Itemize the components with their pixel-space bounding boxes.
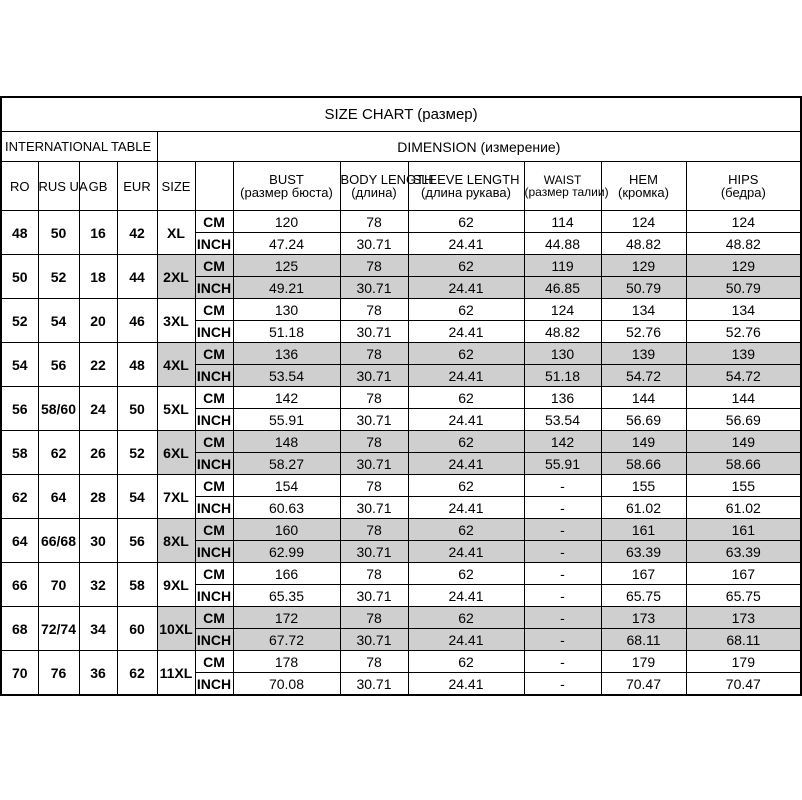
rus-ua-cell: 54 [38,299,79,343]
sleeve-length-inch-value: 24.41 [408,629,524,651]
eur-cell: 44 [117,255,157,299]
inch-unit-label: INCH [195,585,233,607]
body-length-cm-value: 78 [340,343,408,365]
hem-inch-value: 48.82 [601,233,686,255]
header-hips-title: HIPS [728,172,759,187]
hem-inch-value: 50.79 [601,277,686,299]
gb-cell: 34 [79,607,117,651]
body-length-cm-value: 78 [340,431,408,453]
hips-inch-value: 50.79 [686,277,801,299]
ro-cell: 56 [1,387,38,431]
size-label-cell: 10XL [157,607,195,651]
rus-ua-cell: 76 [38,651,79,696]
ro-cell: 48 [1,211,38,255]
inch-unit-label: INCH [195,673,233,696]
cm-unit-label: CM [195,387,233,409]
bust-cm-value: 136 [233,343,340,365]
body-length-inch-value: 30.71 [340,629,408,651]
bust-inch-value: 47.24 [233,233,340,255]
cm-unit-label: CM [195,519,233,541]
sleeve-length-inch-value: 24.41 [408,365,524,387]
sleeve-length-inch-value: 24.41 [408,453,524,475]
hips-cm-value: 161 [686,519,801,541]
header-ro: RO [1,162,38,211]
hem-inch-value: 63.39 [601,541,686,563]
body-length-cm-value: 78 [340,387,408,409]
body-length-inch-value: 30.71 [340,277,408,299]
waist-inch-value: - [524,541,601,563]
hem-inch-value: 70.47 [601,673,686,696]
body-length-inch-value: 30.71 [340,453,408,475]
sleeve-length-cm-value: 62 [408,255,524,277]
body-length-cm-value: 78 [340,299,408,321]
waist-cm-value: - [524,651,601,673]
eur-cell: 50 [117,387,157,431]
size-label-cell: 4XL [157,343,195,387]
header-hem [601,162,686,211]
hips-inch-value: 54.72 [686,365,801,387]
size-label-cell: 11XL [157,651,195,696]
rus-ua-cell: 52 [38,255,79,299]
hem-cm-value: 139 [601,343,686,365]
cm-unit-label: CM [195,651,233,673]
header-waist [524,162,609,211]
international-table-label: INTERNATIONAL TABLE [1,132,157,162]
hem-inch-value: 56.69 [601,409,686,431]
hips-inch-value: 65.75 [686,585,801,607]
bust-cm-value: 120 [233,211,340,233]
hem-cm-value: 173 [601,607,686,629]
gb-cell: 28 [79,475,117,519]
body-length-inch-value: 30.71 [340,673,408,696]
eur-cell: 62 [117,651,157,696]
eur-cell: 56 [117,519,157,563]
waist-inch-value: 51.18 [524,365,601,387]
bust-cm-value: 154 [233,475,340,497]
hem-cm-value: 149 [601,431,686,453]
sleeve-length-cm-value: 62 [408,519,524,541]
waist-inch-value: 55.91 [524,453,601,475]
body-length-inch-value: 30.71 [340,321,408,343]
hips-inch-value: 56.69 [686,409,801,431]
hem-cm-value: 124 [601,211,686,233]
body-length-inch-value: 30.71 [340,541,408,563]
hem-inch-value: 58.66 [601,453,686,475]
header-body-length-title: BODY LENGTH [340,172,434,187]
body-length-inch-value: 30.71 [340,497,408,519]
size-row-cm [1,387,801,409]
body-length-cm-value: 78 [340,651,408,673]
gb-cell: 18 [79,255,117,299]
bust-inch-value: 53.54 [233,365,340,387]
header-bust [233,162,340,211]
waist-cm-value: - [524,475,601,497]
waist-cm-value: 124 [524,299,601,321]
rus-ua-cell: 72/74 [38,607,79,651]
bust-inch-value: 60.63 [233,497,340,519]
rus-ua-cell: 64 [38,475,79,519]
hem-cm-value: 167 [601,563,686,585]
ro-cell: 54 [1,343,38,387]
gb-cell: 16 [79,211,117,255]
size-label-cell: 7XL [157,475,195,519]
cm-unit-label: CM [195,475,233,497]
bust-cm-value: 160 [233,519,340,541]
hem-cm-value: 161 [601,519,686,541]
sleeve-length-inch-value: 24.41 [408,497,524,519]
ro-cell: 66 [1,563,38,607]
bust-cm-value: 130 [233,299,340,321]
sleeve-length-inch-value: 24.41 [408,585,524,607]
waist-cm-value: 130 [524,343,601,365]
inch-unit-label: INCH [195,233,233,255]
bust-inch-value: 58.27 [233,453,340,475]
hem-inch-value: 68.11 [601,629,686,651]
hem-inch-value: 54.72 [601,365,686,387]
waist-cm-value: - [524,607,601,629]
waist-inch-value: 46.85 [524,277,601,299]
waist-inch-value: - [524,497,601,519]
rus-ua-cell: 50 [38,211,79,255]
header-hem-subtitle: (кромка) [618,185,669,200]
sleeve-length-cm-value: 62 [408,299,524,321]
eur-cell: 48 [117,343,157,387]
header-hips-subtitle: (бедра) [720,185,766,200]
hips-inch-value: 61.02 [686,497,801,519]
header-body-length [340,162,434,211]
cm-unit-label: CM [195,299,233,321]
hem-inch-value: 52.76 [601,321,686,343]
size-label-cell: 2XL [157,255,195,299]
sleeve-length-cm-value: 62 [408,387,524,409]
rus-ua-cell: 66/68 [38,519,79,563]
header-sleeve-length [408,162,524,211]
inch-unit-label: INCH [195,321,233,343]
bust-cm-value: 178 [233,651,340,673]
waist-cm-value: 142 [524,431,601,453]
ro-cell: 58 [1,431,38,475]
sleeve-length-cm-value: 62 [408,651,524,673]
eur-cell: 46 [117,299,157,343]
ro-cell: 68 [1,607,38,651]
rus-ua-cell: 70 [38,563,79,607]
hips-cm-value: 144 [686,387,801,409]
gb-cell: 22 [79,343,117,387]
size-row-cm [1,431,801,453]
sleeve-length-cm-value: 62 [408,475,524,497]
eur-cell: 52 [117,431,157,475]
hem-cm-value: 134 [601,299,686,321]
cm-unit-label: CM [195,343,233,365]
gb-cell: 36 [79,651,117,696]
hips-inch-value: 48.82 [686,233,801,255]
eur-cell: 58 [117,563,157,607]
waist-cm-value: - [524,519,601,541]
hips-cm-value: 167 [686,563,801,585]
hips-cm-value: 173 [686,607,801,629]
hem-inch-value: 61.02 [601,497,686,519]
header-bust-subtitle: (размер бюста) [240,185,333,200]
waist-inch-value: - [524,673,601,696]
size-row-cm [1,519,801,541]
header-bust-title: BUST [269,172,304,187]
bust-cm-value: 125 [233,255,340,277]
chart-title: SIZE CHART (размер) [1,97,801,132]
size-label-cell: 6XL [157,431,195,475]
cm-unit-label: CM [195,563,233,585]
ro-cell: 70 [1,651,38,696]
hips-cm-value: 155 [686,475,801,497]
size-label-cell: 8XL [157,519,195,563]
header-body-length-subtitle: (длина) [351,185,397,200]
hips-cm-value: 149 [686,431,801,453]
header-waist-subtitle: (размер талии) [524,185,609,199]
sleeve-length-cm-value: 62 [408,607,524,629]
bust-cm-value: 166 [233,563,340,585]
bust-inch-value: 51.18 [233,321,340,343]
sleeve-length-inch-value: 24.41 [408,233,524,255]
header-waist-title: WAIST [543,173,582,187]
header-size: SIZE [157,162,195,211]
header-eur: EUR [117,162,157,211]
sleeve-length-cm-value: 62 [408,563,524,585]
size-label-cell: 5XL [157,387,195,431]
inch-unit-label: INCH [195,541,233,563]
waist-inch-value: - [524,629,601,651]
body-length-inch-value: 30.71 [340,409,408,431]
hips-inch-value: 52.76 [686,321,801,343]
size-row-cm [1,475,801,497]
body-length-cm-value: 78 [340,607,408,629]
waist-cm-value: - [524,563,601,585]
header-hem-title: HEM [629,172,658,187]
hips-cm-value: 134 [686,299,801,321]
hips-cm-value: 179 [686,651,801,673]
waist-inch-value: 48.82 [524,321,601,343]
header-unit [195,162,233,211]
sleeve-length-inch-value: 24.41 [408,541,524,563]
hips-inch-value: 70.47 [686,673,801,696]
inch-unit-label: INCH [195,277,233,299]
hem-inch-value: 65.75 [601,585,686,607]
header-gb: GB [79,162,117,211]
header-sleeve-length-subtitle: (длина рукава) [421,185,511,200]
inch-unit-label: INCH [195,453,233,475]
hips-inch-value: 68.11 [686,629,801,651]
rus-ua-cell: 56 [38,343,79,387]
size-row-cm [1,607,801,629]
rus-ua-cell: 58/60 [38,387,79,431]
dimension-label: DIMENSION (измерение) [157,132,801,162]
sleeve-length-inch-value: 24.41 [408,673,524,696]
body-length-cm-value: 78 [340,211,408,233]
waist-cm-value: 119 [524,255,601,277]
ro-cell: 50 [1,255,38,299]
size-row-cm [1,563,801,585]
size-row-cm [1,651,801,673]
inch-unit-label: INCH [195,497,233,519]
size-row-cm [1,299,801,321]
size-row-cm [1,255,801,277]
cm-unit-label: CM [195,255,233,277]
size-label-cell: XL [157,211,195,255]
bust-inch-value: 49.21 [233,277,340,299]
size-label-cell: 3XL [157,299,195,343]
bust-inch-value: 65.35 [233,585,340,607]
hem-cm-value: 129 [601,255,686,277]
waist-inch-value: - [524,585,601,607]
inch-unit-label: INCH [195,629,233,651]
body-length-inch-value: 30.71 [340,365,408,387]
hem-cm-value: 155 [601,475,686,497]
inch-unit-label: INCH [195,365,233,387]
bust-inch-value: 70.08 [233,673,340,696]
size-chart-table [0,96,802,696]
hem-cm-value: 144 [601,387,686,409]
waist-inch-value: 44.88 [524,233,601,255]
ro-cell: 64 [1,519,38,563]
eur-cell: 42 [117,211,157,255]
size-row-cm [1,211,801,233]
bust-inch-value: 67.72 [233,629,340,651]
body-length-cm-value: 78 [340,255,408,277]
gb-cell: 24 [79,387,117,431]
sleeve-length-cm-value: 62 [408,343,524,365]
waist-inch-value: 53.54 [524,409,601,431]
sleeve-length-cm-value: 62 [408,431,524,453]
header-sleeve-length-title: SLEEVE LENGTH [412,172,520,187]
body-length-inch-value: 30.71 [340,585,408,607]
sleeve-length-inch-value: 24.41 [408,409,524,431]
cm-unit-label: CM [195,431,233,453]
rus-ua-cell: 62 [38,431,79,475]
bust-cm-value: 148 [233,431,340,453]
hips-inch-value: 58.66 [686,453,801,475]
eur-cell: 54 [117,475,157,519]
bust-inch-value: 55.91 [233,409,340,431]
sleeve-length-cm-value: 62 [408,211,524,233]
cm-unit-label: CM [195,211,233,233]
header-hips [686,162,801,211]
hips-cm-value: 139 [686,343,801,365]
ro-cell: 62 [1,475,38,519]
ro-cell: 52 [1,299,38,343]
body-length-cm-value: 78 [340,563,408,585]
gb-cell: 26 [79,431,117,475]
gb-cell: 20 [79,299,117,343]
waist-cm-value: 114 [524,211,601,233]
hips-cm-value: 124 [686,211,801,233]
sleeve-length-inch-value: 24.41 [408,321,524,343]
hips-inch-value: 63.39 [686,541,801,563]
inch-unit-label: INCH [195,409,233,431]
cm-unit-label: CM [195,607,233,629]
bust-cm-value: 172 [233,607,340,629]
bust-cm-value: 142 [233,387,340,409]
size-row-cm [1,343,801,365]
body-length-inch-value: 30.71 [340,233,408,255]
hem-cm-value: 179 [601,651,686,673]
bust-inch-value: 62.99 [233,541,340,563]
header-rus-ua: RUS UA [38,162,79,211]
hips-cm-value: 129 [686,255,801,277]
waist-cm-value: 136 [524,387,601,409]
body-length-cm-value: 78 [340,475,408,497]
sleeve-length-inch-value: 24.41 [408,277,524,299]
size-label-cell: 9XL [157,563,195,607]
gb-cell: 32 [79,563,117,607]
eur-cell: 60 [117,607,157,651]
gb-cell: 30 [79,519,117,563]
body-length-cm-value: 78 [340,519,408,541]
